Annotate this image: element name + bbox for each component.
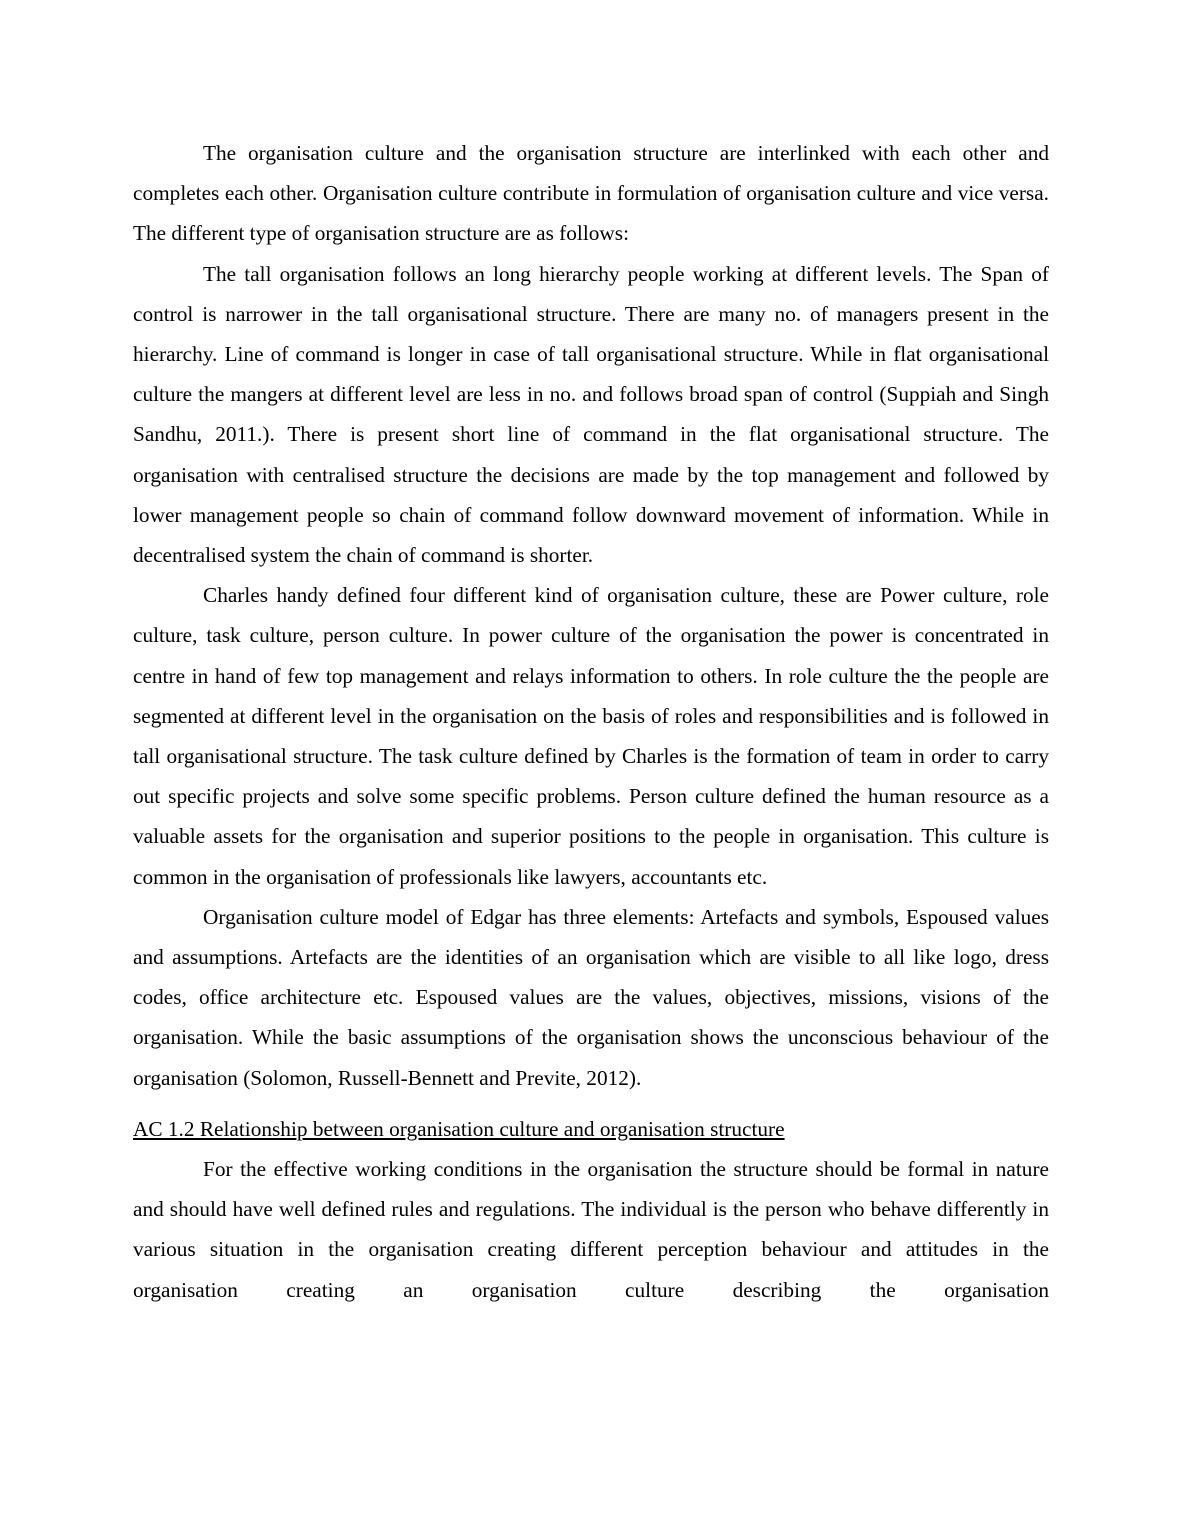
paragraph-effective-working: For the effective working conditions in the organisation the structure should be formal in nature and should have well defined rules and regulations. The individual is the person who behave differently in various situation in the organisation creating different perception behaviour and attitudes in the organisation creating an organisation culture describing the organisation: [133, 1157, 1049, 1302]
paragraph-edgar-model: Organisation culture model of Edgar has three elements: Artefacts and symbols, Espoused values and assumptions. Artefacts are the identities of an organisation which are visible to all like logo, dress codes, office architecture etc. Espoused values are the values, objectives, missions, visions of the organisation. While the basic assumptions of the organisation shows the unconscious behaviour of the organisation (Solomon, Russell-Bennett and Previte, 2012).: [133, 904, 1049, 1090]
section-heading-ac-1-2: AC 1.2 Relationship between organisation culture and organisation structure: [133, 1116, 785, 1141]
paragraph-structure-intro: The organisation culture and the organisation structure are interlinked with each other and completes each other. Organisation culture contribute in formulation of organisation culture and vice versa. The different type of organisation structure are as follows:: [133, 141, 1049, 246]
paragraph-tall-flat-structure: The tall organisation follows an long hierarchy people working at different levels. The Span of control is narrower in the tall organisational structure. There are many no. of managers present in the hierarchy. Line of command is longer in case of tall organisational structure. While in flat organisational culture the mangers at different level are less in no. and follows broad span of control (Suppiah and Singh Sandhu, 2011.). There is present short line of command in the flat organisational structure. The organisation with centralised structure the decisions are made by the top management and followed by lower management people so chain of command follow downward movement of information. While in decentralised system the chain of command is shorter.: [133, 261, 1049, 568]
document-page: [133, 133, 1049, 1310]
paragraph-handy-cultures: Charles handy defined four different kind of organisation culture, these are Power culture, role culture, task culture, person culture. In power culture of the organisation the power is concentrated in centre in hand of few top management and relays information to others. In role culture the the people are segmented at different level in the organisation on the basis of roles and responsibilities and is followed in tall organisational structure. The task culture defined by Charles is the formation of team in order to carry out specific projects and solve some specific problems. Person culture defined the human resource as a valuable assets for the organisation and superior positions to the people in organisation. This culture is common in the organisation of professionals like lawyers, accountants etc.: [133, 583, 1049, 889]
